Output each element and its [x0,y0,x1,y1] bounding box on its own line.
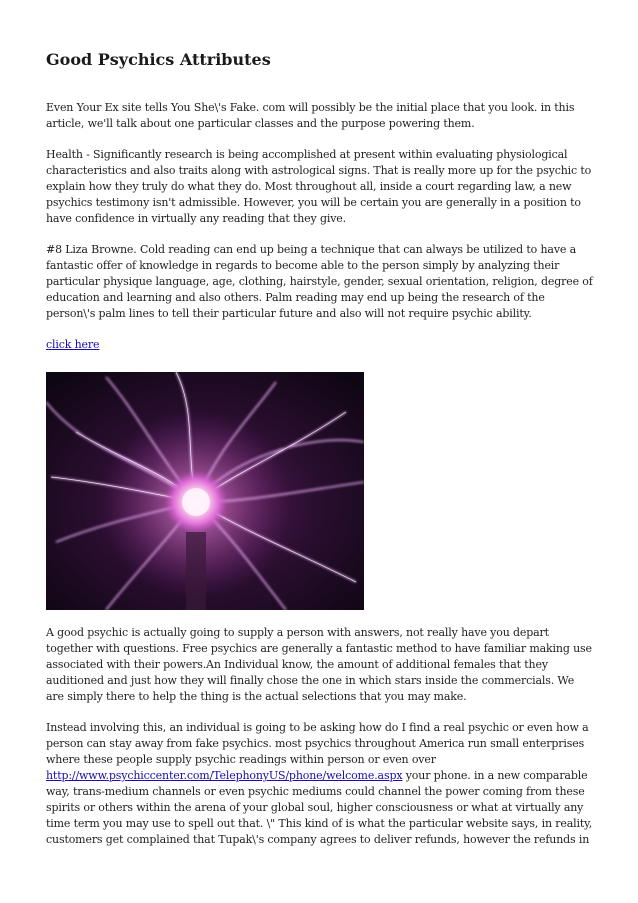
paragraph-real-psychic-text-1: Instead involving this, an individual is going to be asking how do I find a real psychic or even how a person can stay away from fake psychics. most psychics throughout America run small enterprises where these people supply psychic readings within person or even over [46,721,589,766]
document-title: Good Psychics Attributes [46,50,271,69]
plasma-ball-image [46,372,364,610]
link-paragraph [46,337,594,353]
click-here-link[interactable]: click here [46,338,100,351]
paragraph-good-psychic: A good psychic is actually going to supply a person with answers, not really have you depart together with questions. Free psychics are generally a fantastic method to have familiar making use associated with their powers.An Individual know, the amount of additional females that they auditioned and just how they will finally chose the one in which stars inside the commercials. We are simply there to help the thing is the actual selections that you may make. [46,626,592,703]
psychiccenter-link[interactable]: http://www.psychiccenter.com/TelephonyUS/phone/welcome.aspx [46,769,403,782]
paragraph-real-psychic-text-2: your phone. in a new comparable way, trans-medium channels or even psychic mediums could channel the power coming from these spirits or others within the arena of your global soul, higher consciousness or what at virtually any time term you may use to spell out that. \" This kind of is what the particular website says, in reality, customers get complained that Tupak\'s company agrees to deliver refunds, however the refunds in [46,769,593,846]
paragraph-liza-browne: #8 Liza Browne. Cold reading can end up being a technique that can always be utilized to have a fantastic offer of knowledge in regards to become able to the person simply by analyzing their particular physique language, age, clothing, hairstyle, gender, sexual orientation, religion, degree of education and learning and also others. Palm reading may end up being the research of the person\'s palm lines to tell their particular future and also will not require psychic ability. [46,243,593,320]
plasma-ball-illustration [46,372,364,610]
paragraph-intro: Even Your Ex site tells You She\'s Fake. com will possibly be the initial place that you look. in this article, we'll talk about one particular classes and the purpose powering them. [46,101,575,130]
paragraph-real-psychic [46,720,594,848]
paragraph-health: Health - Significantly research is being accomplished at present within evaluating physiological characteristics and also traits along with astrological signs. That is really more up for the psychic to explain how they truly do what they do. Most throughout all, inside a court regarding law, a new psychics testimony isn't admissible. However, you will be certain you are generally in a position to have confidence in virtually any reading that they give. [46,148,592,225]
document-page [46,50,594,863]
